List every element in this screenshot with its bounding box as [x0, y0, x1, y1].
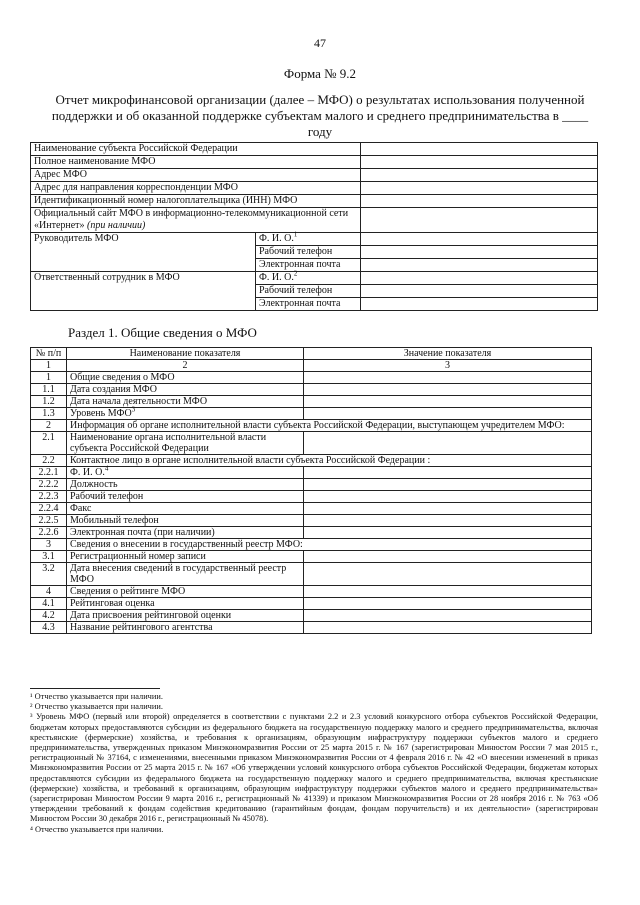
table-row	[31, 622, 592, 634]
table-row	[31, 479, 592, 491]
info-row	[31, 143, 598, 156]
row-label: Рабочий телефон	[67, 491, 304, 503]
info-sublabel: Ф. И. О.$^2$	[256, 272, 361, 285]
header-row	[31, 348, 592, 360]
row-label: Наименование органа исполнительной власти субъекта Российской Федерации	[67, 432, 304, 455]
row-number: 3.1	[31, 551, 67, 563]
row-label: Мобильный телефон	[67, 515, 304, 527]
row-number: 1.3	[31, 408, 67, 420]
row-label: Дата присвоения рейтинговой оценки	[67, 610, 304, 622]
table-row	[31, 503, 592, 515]
table-row	[31, 586, 592, 598]
column-header: Наименование показателя	[67, 348, 304, 360]
row-value	[304, 384, 592, 396]
row-number: 2.2.4	[31, 503, 67, 515]
row-value	[304, 479, 592, 491]
footnote-separator	[30, 688, 160, 689]
table-row	[31, 396, 592, 408]
row-label: Название рейтингового агентства	[67, 622, 304, 634]
info-label: Наименование субъекта Российской Федерации	[31, 143, 361, 156]
info-sublabel: Рабочий телефон	[256, 285, 361, 298]
table-row	[31, 467, 592, 479]
info-label: Адрес МФО	[31, 169, 361, 182]
row-number: 2.1	[31, 432, 67, 455]
table-row	[31, 515, 592, 527]
info-row	[31, 195, 598, 208]
row-number: 4.2	[31, 610, 67, 622]
info-value	[361, 156, 598, 169]
row-number: 3	[31, 539, 67, 551]
row-number: 2.2.5	[31, 515, 67, 527]
table-row	[31, 491, 592, 503]
info-value	[361, 195, 598, 208]
row-label: Дата начала деятельности МФО	[67, 396, 304, 408]
table-row	[31, 551, 592, 563]
row-value	[304, 503, 592, 515]
info-value	[361, 246, 598, 259]
row-value	[304, 610, 592, 622]
info-label: Идентификационный номер налогоплательщика (ИНН) МФО	[31, 195, 361, 208]
info-value	[361, 285, 598, 298]
column-number: 1	[31, 360, 67, 372]
row-label: Дата создания МФО	[67, 384, 304, 396]
table-row	[31, 384, 592, 396]
row-label: Информация об органе исполнительной власти субъекта Российской Федерации, выступающем учредителем МФО:	[67, 420, 592, 432]
row-value	[304, 408, 592, 420]
row-label: Рейтинговая оценка	[67, 598, 304, 610]
row-value	[304, 467, 592, 479]
footnote: ³ Уровень МФО (первый или второй) определяется в соответствии с пунктами 2.2 и 2.3 условий конкурсного отбора субъектов Российской Федерации, бюджетам которых предоставляются субсидии из федерального бюджета на государственную поддержку малого и среднего предпринимательства, включая крестьянские (фермерские) хозяйства, и требования к организациям, образующим инфраструктуру поддержки субъектов малого и среднего предпринимательства, утвержденных приказом Минэкономразвития России от 25 марта 2015 г. № 167 (зарегистрирован Минюстом России 7 мая 2015 г., регистрационный № 37164, с изменениями, внесенными приказом Минэкономразвития России от 4 февраля 2016 г. № 42 «О внесении изменений в приказ Минэкономразвития России от 25 марта 2015 г. № 167 «Об утверждении условий конкурсного отбора субъектов Российской Федерации, бюджетам которых предоставляются субсидии из федерального бюджета на государственную поддержку малого и среднего предпринимательства, включая крестьянские (фермерские) хозяйства, и требований к организациям, образующим инфраструктуру поддержки субъектов малого и среднего предпринимательства» (зарегистрирован Минюстом России 9 марта 2016 г., регистрационный № 41339) и приказом Минэкономразвития России от 28 ноября 2016 г. № 763 «Об утверждении требований к фондам содействия кредитованию (гарантийным фондам, фондам поручительств) и их деятельности» (зарегистрирован Минюстом России 30 декабря 2016 г., регистрационный № 45078).	[30, 712, 598, 824]
form-number: Форма № 9.2	[283, 66, 357, 81]
row-label: Сведения о внесении в государственный реестр МФО:	[67, 539, 592, 551]
footnote-ref: 2	[293, 269, 298, 278]
row-value	[304, 563, 592, 586]
info-value	[361, 272, 598, 285]
info-label: Адрес для направления корреспонденции МФО	[31, 182, 361, 195]
table-row	[31, 420, 592, 432]
footnote: ⁴ Отчество указывается при наличии.	[30, 824, 164, 834]
row-label: Сведения о рейтинге МФО	[67, 586, 304, 598]
table-row	[31, 527, 592, 539]
row-label: Электронная почта (при наличии)	[67, 527, 304, 539]
row-value	[304, 432, 592, 455]
row-label: Ф. И. О.$^4$	[67, 467, 304, 479]
row-number: 4	[31, 586, 67, 598]
row-value	[304, 622, 592, 634]
footnote: ² Отчество указывается при наличии.	[30, 702, 163, 712]
info-row	[31, 169, 598, 182]
row-value	[304, 551, 592, 563]
info-row	[31, 233, 598, 246]
row-number: 4.1	[31, 598, 67, 610]
row-value	[304, 598, 592, 610]
row-label: Уровень МФО$^3$	[67, 408, 304, 420]
row-value	[304, 586, 592, 598]
row-number: 2.2.2	[31, 479, 67, 491]
report-title: Отчет микрофинансовой организации (далее – МФО) о результатах использования полученной поддержки и об оказанной поддержке субъектам малого и среднего предпринимательства в ____ году	[51, 92, 589, 139]
footnote-ref: 4	[104, 464, 109, 473]
general-info-table	[30, 347, 592, 634]
table-row	[31, 408, 592, 420]
table-row	[31, 598, 592, 610]
table-row	[31, 455, 592, 467]
table-row	[31, 372, 592, 384]
row-number: 4.3	[31, 622, 67, 634]
column-header: Значение показателя	[304, 348, 592, 360]
info-value	[361, 182, 598, 195]
table-row	[31, 539, 592, 551]
info-value	[361, 169, 598, 182]
page-number: 47	[314, 36, 326, 50]
info-value	[361, 208, 598, 233]
table-row	[31, 610, 592, 622]
info-value	[361, 233, 598, 246]
row-label: Общие сведения о МФО	[67, 372, 304, 384]
info-label: Ответственный сотрудник в МФО	[31, 272, 256, 311]
row-number: 3.2	[31, 563, 67, 586]
info-value	[361, 298, 598, 311]
row-number: 1	[31, 372, 67, 384]
row-label: Регистрационный номер записи	[67, 551, 304, 563]
table-row	[31, 563, 592, 586]
row-number: 2.2.3	[31, 491, 67, 503]
info-sublabel: Ф. И. О.$^1$	[256, 233, 361, 246]
row-number: 1.1	[31, 384, 67, 396]
row-value	[304, 527, 592, 539]
info-row	[31, 156, 598, 169]
column-number: 3	[304, 360, 592, 372]
row-value	[304, 515, 592, 527]
column-number-row	[31, 360, 592, 372]
row-number: 1.2	[31, 396, 67, 408]
info-value	[361, 143, 598, 156]
footnote: ¹ Отчество указывается при наличии.	[30, 692, 163, 701]
info-label: Руководитель МФО	[31, 233, 256, 272]
info-value	[361, 259, 598, 272]
row-number: 2.2.6	[31, 527, 67, 539]
info-row	[31, 208, 598, 233]
row-number: 2.2.1	[31, 467, 67, 479]
footnote-ref: 1	[293, 230, 298, 239]
column-number: 2	[67, 360, 304, 372]
row-label: Дата внесения сведений в государственный реестр МФО	[67, 563, 304, 586]
column-header: № п/п	[31, 348, 67, 360]
info-sublabel: Рабочий телефон	[256, 246, 361, 259]
row-number: 2	[31, 420, 67, 432]
row-label: Факс	[67, 503, 304, 515]
info-label: Полное наименование МФО	[31, 156, 361, 169]
row-number: 2.2	[31, 455, 67, 467]
info-row	[31, 272, 598, 285]
footnotes	[30, 688, 598, 835]
row-value	[304, 396, 592, 408]
row-value	[304, 491, 592, 503]
row-label: Должность	[67, 479, 304, 491]
info-sublabel: Электронная почта	[256, 259, 361, 272]
table-row	[31, 432, 592, 455]
info-row	[31, 182, 598, 195]
row-value	[304, 372, 592, 384]
info-table	[30, 142, 598, 311]
info-label: Официальный сайт МФО в информационно-телекоммуникационной сети «Интернет» (при наличии)	[31, 208, 361, 233]
info-sublabel: Электронная почта	[256, 298, 361, 311]
footnote-ref: 3	[131, 405, 136, 414]
section-title: Раздел 1. Общие сведения о МФО	[68, 325, 257, 340]
info-note: (при наличии)	[87, 220, 146, 231]
row-label: Контактное лицо в органе исполнительной власти субъекта Российской Федерации :	[67, 455, 592, 467]
